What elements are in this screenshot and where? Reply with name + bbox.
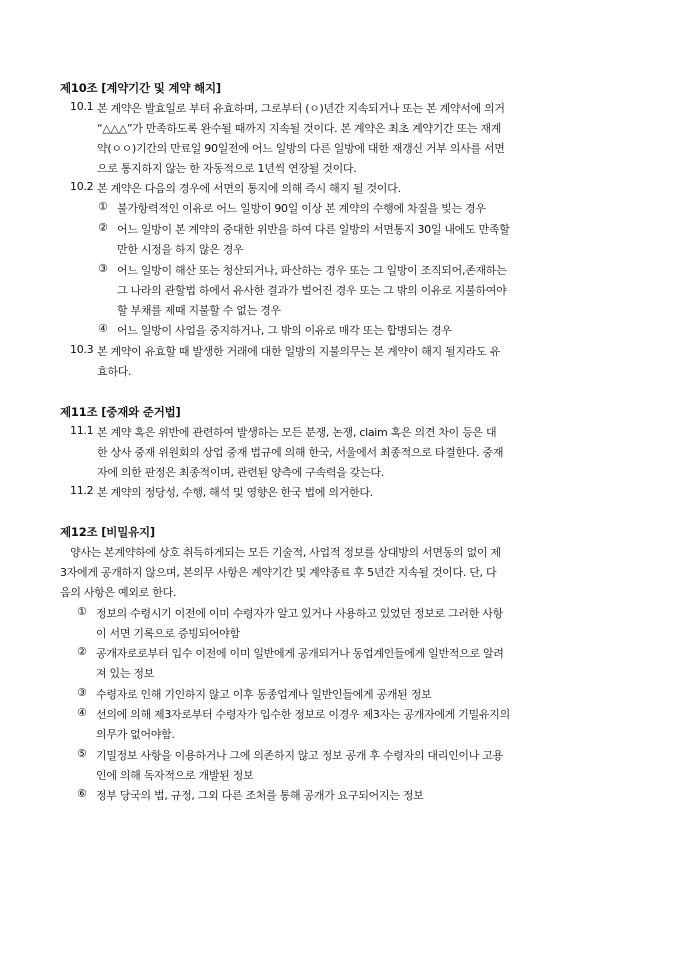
article-12-item-line: 기밀정보 사항을 이용하거나 그에 의존하지 않고 정보 공개 후 수령자의 대리인이나 고용 bbox=[96, 749, 503, 762]
clause-11-1-number: 11.1 bbox=[70, 424, 94, 437]
item-marker: ③ bbox=[77, 686, 87, 699]
clause-10-3-line: 본 계약이 유효할 때 발생한 거래에 대한 일방의 지불의무는 본 계약이 해지 될지라도 유 bbox=[97, 345, 500, 358]
clause-10-2-intro: 본 계약은 다음의 경우에 서면의 통지에 의해 즉시 해지 될 것이다. bbox=[97, 182, 401, 195]
article-12-item-line: 인에 의해 독자적으로 개발된 정보 bbox=[96, 769, 254, 782]
clause-11-1-line: 본 계약 혹은 위반에 관련하여 발생하는 모든 분쟁, 논쟁, claim 혹은 의견 차이 등은 대 bbox=[97, 426, 497, 439]
article-12-item-line: 져 있는 정보 bbox=[96, 667, 155, 680]
clause-10-2-item-line: 할 부채를 제때 지불할 수 없는 경우 bbox=[117, 304, 281, 317]
item-marker: ④ bbox=[77, 706, 87, 719]
item-marker: ④ bbox=[98, 322, 108, 335]
clause-10-1-line: 으로 통지하지 않는 한 자동적으로 1년씩 연장될 것이다. bbox=[97, 162, 357, 175]
clause-10-1-line: 약(ㅇㅇ)기간의 만료일 90일전에 어느 일방의 다른 일방에 대한 재갱신 거부 의사를 서면 bbox=[97, 142, 505, 155]
clause-10-3-number: 10.3 bbox=[70, 343, 94, 356]
clause-11-1-line: 한 상사 중재 위원회의 상업 중재 법규에 의해 한국, 서울에서 최종적으로 타결한다. 중재 bbox=[97, 446, 504, 459]
item-marker: ③ bbox=[98, 262, 108, 275]
clause-11-2-line: 본 계약의 정당성, 수행, 해석 및 영향은 한국 법에 의거한다. bbox=[97, 486, 373, 499]
clause-10-2-item-line: 어느 일방이 사업을 중지하거나, 그 밖의 이유로 매각 또는 합병되는 경우 bbox=[117, 324, 452, 337]
clause-10-1-line: 본 계약은 발효일로 부터 유효하며, 그로부터 (ㅇ)년간 지속되거나 또는 본 계약서에 의거 bbox=[97, 102, 505, 115]
clause-10-2-item-line: 불가항력적인 이유로 어느 일방이 90일 이상 본 계약의 수행에 차질을 빚는 경우 bbox=[117, 202, 486, 215]
clause-10-2-item-line: 그 나라의 관할법 하에서 유사한 결과가 벌어진 경우 또는 그 밖의 이유로 지불하여야 bbox=[117, 284, 507, 297]
clause-10-2-item-line: 어느 일방이 해산 또는 청산되거나, 파산하는 경우 또는 그 일방이 조직되어,존재하는 bbox=[117, 264, 507, 277]
item-marker: ② bbox=[77, 645, 87, 658]
article-10-title: 제10조 [계약기간 및 계약 해지] bbox=[60, 81, 221, 95]
article-11-title: 제11조 [중재와 준거법] bbox=[60, 405, 181, 419]
article-12-item-line: 수령자로 인해 기인하지 않고 이후 동종업계나 일반인들에게 공개된 정보 bbox=[96, 688, 432, 701]
article-12-intro-line: 양사는 본계약하에 상호 취득하게되는 모든 기술적, 사업적 정보를 상대방의 서면동의 없이 제 bbox=[70, 546, 501, 559]
item-marker: ② bbox=[98, 221, 108, 234]
clause-10-1-line: “△△△”가 만족하도록 완수될 때까지 지속될 것이다. 본 계약은 최초 계약기간 또는 재계 bbox=[97, 122, 502, 135]
article-12-item-line: 의무가 없어야함. bbox=[96, 728, 175, 741]
article-12-item-line: 정부 당국의 법, 규정, 그외 다른 조처를 통해 공개가 요구되어지는 정보 bbox=[96, 789, 424, 802]
article-12-item-line: 정보의 수령시기 이전에 이미 수령자가 알고 있거나 사용하고 있었던 정보로 그러한 사항 bbox=[96, 607, 503, 620]
article-12-item-line: 이 서면 기록으로 증빙되어야함 bbox=[96, 627, 240, 640]
item-marker: ⑥ bbox=[77, 787, 87, 800]
clause-10-2-number: 10.2 bbox=[70, 180, 94, 193]
article-12-title: 제12조 [비밀유지] bbox=[60, 525, 155, 539]
clause-11-1-line: 자에 의한 판정은 최종적이며, 관련된 양측에 구속력을 갖는다. bbox=[97, 466, 384, 479]
clause-10-2-item-line: 만한 시정을 하지 않은 경우 bbox=[117, 243, 244, 256]
clause-10-2-item-line: 어느 일방이 본 계약의 중대한 위반을 하여 다른 일방의 서면통지 30일 내에도 만족할 bbox=[117, 223, 510, 236]
article-12-item-line: 선의에 의해 제3자로부터 수령자가 입수한 정보로 이경우 제3자는 공개자에게 기밀유지의 bbox=[96, 708, 510, 721]
clause-11-2-number: 11.2 bbox=[70, 484, 94, 497]
item-marker: ① bbox=[77, 605, 87, 618]
clause-10-3-line: 효하다. bbox=[97, 365, 132, 378]
clause-10-1-number: 10.1 bbox=[70, 100, 94, 113]
article-12-intro-line: 음의 사항은 예외로 한다. bbox=[60, 586, 177, 599]
item-marker: ⑤ bbox=[77, 747, 87, 760]
article-12-intro-line: 3자에게 공개하지 않으며, 본의무 사항은 계약기간 및 계약종료 후 5년간 지속될 것이다. 단, 다 bbox=[60, 566, 497, 579]
article-12-item-line: 공개자로로부터 입수 이전에 이미 일반에게 공개되거나 동업계인들에게 일반적으로 알려 bbox=[96, 647, 504, 660]
item-marker: ① bbox=[98, 200, 108, 213]
